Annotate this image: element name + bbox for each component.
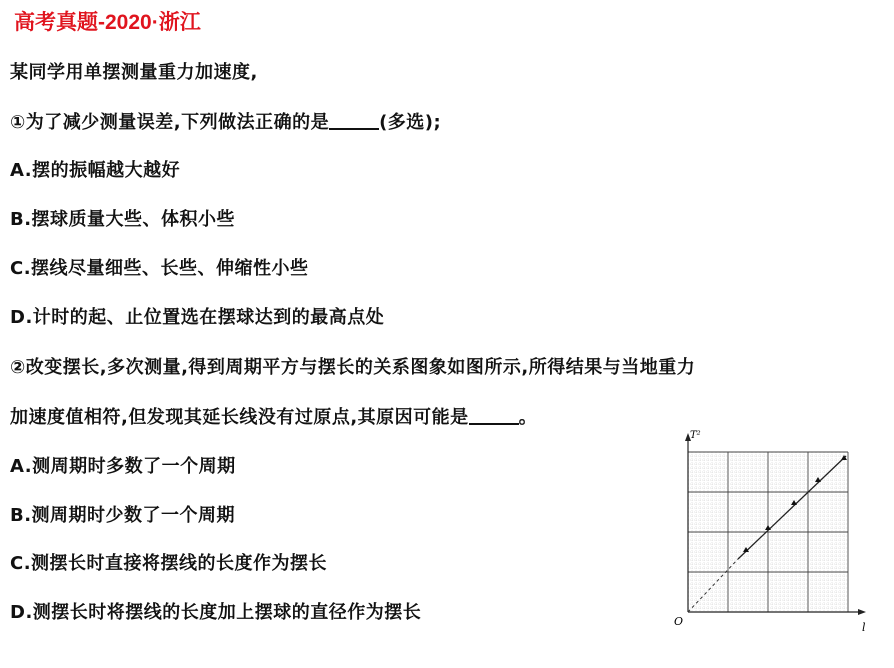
part1-prompt-suffix: (多选); [379, 112, 442, 133]
question-intro: 某同学用单摆测量重力加速度, [10, 62, 258, 83]
page-title: 高考真题-2020·浙江 [14, 11, 201, 34]
fit-line [738, 456, 846, 559]
part2-prompt-line2 [10, 403, 537, 429]
part1-prompt [10, 108, 441, 134]
part2-prompt-suffix: 。 [518, 407, 538, 428]
part2-prompt-text: 加速度值相符,但发现其延长线没有过原点,其原因可能是 [10, 407, 469, 428]
part1-option-a: A.摆的振幅越大越好 [10, 160, 181, 181]
part2-prompt-line1: ②改变摆长,多次测量,得到周期平方与摆长的关系图象如图所示,所得结果与当地重力 [10, 357, 696, 378]
y-axis-label: T² [690, 430, 701, 441]
answer-blank-2[interactable] [469, 407, 519, 425]
part2-option-b: B.测周期时少数了一个周期 [10, 505, 236, 526]
part1-prompt-text: ①为了减少测量误差,下列做法正确的是 [10, 112, 330, 133]
part1-option-d: D.计时的起、止位置选在摆球达到的最高点处 [10, 307, 385, 328]
x-axis [688, 609, 866, 615]
t2-l-graph [668, 424, 888, 664]
x-axis-label: l [862, 621, 866, 634]
part1-option-b: B.摆球质量大些、体积小些 [10, 209, 236, 230]
data-point-marker [815, 477, 821, 482]
origin-label: O [674, 615, 684, 628]
x-axis-arrow-icon [858, 609, 866, 615]
graph-grid [688, 452, 848, 612]
part2-option-d: D.测摆长时将摆线的长度加上摆球的直径作为摆长 [10, 602, 422, 623]
part1-option-c: C.摆线尽量细些、长些、伸缩性小些 [10, 258, 309, 279]
answer-blank-1[interactable] [329, 112, 379, 130]
data-point-marker [841, 455, 847, 460]
part2-option-a: A.测周期时多数了一个周期 [10, 456, 236, 477]
part2-option-c: C.测摆长时直接将摆线的长度作为摆长 [10, 553, 328, 574]
